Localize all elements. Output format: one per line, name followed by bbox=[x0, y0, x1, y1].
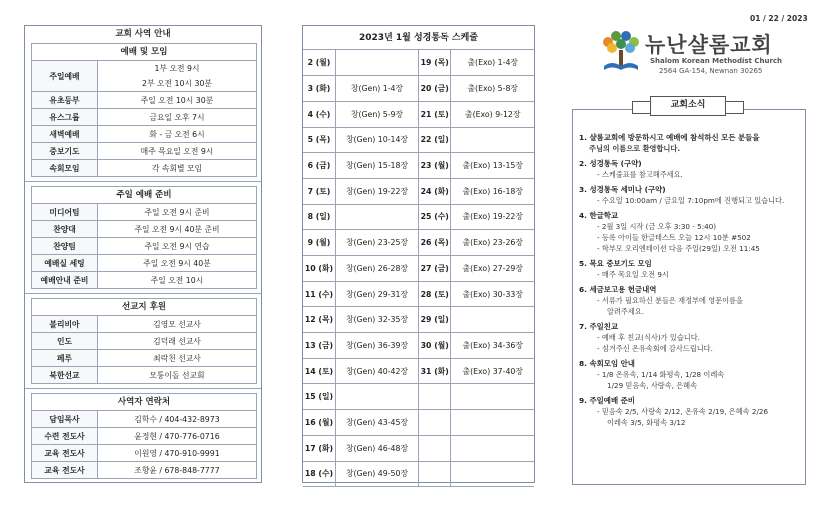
row-label: 예배실 세팅 bbox=[32, 255, 98, 272]
table-row bbox=[32, 316, 257, 333]
schedule-date: 16 (월) bbox=[303, 410, 335, 436]
schedule-reading: 출(Exo) 13-15장 bbox=[451, 153, 534, 179]
news-item bbox=[579, 210, 801, 254]
schedule-row bbox=[303, 435, 534, 461]
schedule-reading: 창(Gen) 36-39장 bbox=[335, 333, 418, 359]
schedule-row bbox=[303, 384, 534, 410]
schedule-row bbox=[303, 461, 534, 487]
news-item bbox=[579, 284, 801, 317]
prep-heading: 주일 예배 준비 bbox=[32, 187, 257, 204]
news-item bbox=[579, 184, 801, 206]
schedule-date: 4 (수) bbox=[303, 101, 335, 127]
schedule-reading: 출(Exo) 23-26장 bbox=[451, 230, 534, 256]
schedule-date: 8 (일) bbox=[303, 204, 335, 230]
schedule-reading: 창(Gen) 32-35장 bbox=[335, 307, 418, 333]
row-value-line: 주일 오전 10시 30분 bbox=[140, 95, 214, 105]
schedule-reading bbox=[335, 384, 418, 410]
schedule-date: 21 (토) bbox=[419, 101, 451, 127]
worship-table bbox=[31, 43, 257, 177]
schedule-date: 19 (목) bbox=[419, 50, 451, 76]
schedule-row bbox=[303, 76, 534, 102]
schedule-reading: 출(Exo) 34-36장 bbox=[451, 333, 534, 359]
staff-block bbox=[25, 393, 261, 479]
schedule-reading: 창(Gen) 1-4장 bbox=[335, 76, 418, 102]
row-value-line: 주일 오전 9시 연습 bbox=[144, 241, 210, 251]
row-value bbox=[98, 428, 257, 445]
mission-heading: 선교지 후원 bbox=[32, 299, 257, 316]
tree-logo-icon bbox=[598, 28, 644, 74]
schedule-table bbox=[303, 50, 534, 487]
news-item-title: 8. 속회모임 안내 bbox=[579, 359, 635, 368]
row-value bbox=[98, 445, 257, 462]
row-value-line: 1부 오전 9시 bbox=[154, 64, 200, 73]
worship-heading-row bbox=[32, 44, 257, 61]
news-item-line-cont: 알려주세요. bbox=[607, 307, 645, 316]
row-value bbox=[98, 411, 257, 428]
schedule-row bbox=[303, 307, 534, 333]
row-value-line: 각 속회별 모임 bbox=[151, 163, 203, 173]
schedule-date: 22 (일) bbox=[419, 127, 451, 153]
news-item-line-cont: 1/29 믿음속, 사랑속, 은혜속 bbox=[607, 381, 698, 390]
worship-block bbox=[25, 26, 261, 182]
schedule-date: 31 (화) bbox=[419, 358, 451, 384]
row-label: 찬양대 bbox=[32, 221, 98, 238]
table-row bbox=[32, 272, 257, 289]
row-value-line: 금요일 오후 7시 bbox=[149, 112, 205, 122]
schedule-date: 5 (목) bbox=[303, 127, 335, 153]
table-row bbox=[32, 462, 257, 479]
schedule-reading: 출(Exo) 37-40장 bbox=[451, 358, 534, 384]
row-value bbox=[98, 333, 257, 350]
schedule-date: 25 (수) bbox=[419, 204, 451, 230]
row-label: 주일예배 bbox=[32, 61, 98, 92]
row-value bbox=[98, 255, 257, 272]
schedule-row bbox=[303, 204, 534, 230]
table-row bbox=[32, 255, 257, 272]
table-row bbox=[32, 143, 257, 160]
schedule-date bbox=[419, 461, 451, 487]
news-item-title: 4. 한글학교 bbox=[579, 211, 619, 220]
row-label: 예배안내 준비 bbox=[32, 272, 98, 289]
row-value bbox=[98, 160, 257, 177]
row-label: 새벽예배 bbox=[32, 126, 98, 143]
staff-heading: 사역자 연락처 bbox=[32, 394, 257, 411]
news-item-title-cont: 주님의 이름으로 환영합니다. bbox=[589, 144, 681, 153]
schedule-date: 23 (월) bbox=[419, 153, 451, 179]
table-row bbox=[32, 204, 257, 221]
row-value bbox=[98, 367, 257, 384]
schedule-reading: 출(Exo) 9-12장 bbox=[451, 101, 534, 127]
row-label: 유초등부 bbox=[32, 92, 98, 109]
row-value-line: 김학수 / 404-432-8973 bbox=[134, 414, 220, 424]
ministry-guide-title: 교회 사역 안내 bbox=[115, 29, 171, 39]
row-value-line: 이원영 / 470-910-9991 bbox=[134, 448, 220, 458]
schedule-row bbox=[303, 50, 534, 76]
church-news-panel bbox=[572, 109, 806, 485]
mission-block bbox=[25, 298, 261, 389]
row-label: 교육 전도사 bbox=[32, 445, 98, 462]
schedule-date: 27 (금) bbox=[419, 256, 451, 282]
news-item-title: 3. 성경통독 세미나 (구약) bbox=[579, 185, 666, 194]
news-item bbox=[579, 258, 801, 280]
schedule-reading: 출(Exo) 16-18장 bbox=[451, 178, 534, 204]
news-item-line: - 등록 아이들 한글테스트 오늘 12시 10분 #502 bbox=[597, 233, 751, 242]
schedule-date: 29 (일) bbox=[419, 307, 451, 333]
table-row bbox=[32, 92, 257, 109]
news-list bbox=[579, 132, 801, 432]
row-value bbox=[98, 272, 257, 289]
schedule-row bbox=[303, 230, 534, 256]
news-item bbox=[579, 321, 801, 354]
news-item-title: 9. 주일예배 준비 bbox=[579, 396, 635, 405]
row-value-line: 모퉁이돌 선교회 bbox=[149, 370, 205, 380]
table-row bbox=[32, 350, 257, 367]
table-row bbox=[32, 333, 257, 350]
schedule-date: 2 (월) bbox=[303, 50, 335, 76]
schedule-date: 18 (수) bbox=[303, 461, 335, 487]
table-row bbox=[32, 428, 257, 445]
prep-block bbox=[25, 186, 261, 294]
church-english-name: Shalom Korean Methodist Church bbox=[650, 57, 783, 65]
table-row bbox=[32, 126, 257, 143]
news-item bbox=[579, 358, 801, 391]
table-row bbox=[32, 238, 257, 255]
schedule-row bbox=[303, 178, 534, 204]
schedule-reading: 창(Gen) 26-28장 bbox=[335, 256, 418, 282]
row-value bbox=[98, 221, 257, 238]
schedule-date bbox=[419, 435, 451, 461]
schedule-reading: 창(Gen) 40-42장 bbox=[335, 358, 418, 384]
news-item-title: 1. 샬롬교회에 방문하시고 예배에 참석하신 모든 분들을 bbox=[579, 133, 760, 142]
schedule-date: 17 (화) bbox=[303, 435, 335, 461]
row-value-line: 조향윤 / 678-848-7777 bbox=[134, 465, 220, 475]
news-item-line: - 섬겨주신 온유속회에 감사드립니다. bbox=[597, 344, 713, 353]
table-row bbox=[32, 411, 257, 428]
news-item-title: 5. 목요 중보기도 모임 bbox=[579, 259, 652, 268]
row-value bbox=[98, 92, 257, 109]
schedule-row bbox=[303, 101, 534, 127]
news-item-line: - 학부모 오리엔테이션 다음 주일(29일) 오전 11:45 bbox=[597, 244, 760, 253]
schedule-reading bbox=[451, 307, 534, 333]
schedule-date: 6 (금) bbox=[303, 153, 335, 179]
row-value-line: 주일 오전 9시 40분 bbox=[143, 258, 211, 268]
row-value-line: 화 - 금 오전 6시 bbox=[149, 129, 205, 139]
row-value bbox=[98, 126, 257, 143]
news-item bbox=[579, 395, 801, 428]
schedule-row bbox=[303, 333, 534, 359]
table-row bbox=[32, 367, 257, 384]
news-item-line: - 2월 3일 시작 (금 오후 3:30 - 5:40) bbox=[597, 222, 717, 231]
schedule-reading: 창(Gen) 19-22장 bbox=[335, 178, 418, 204]
row-value bbox=[98, 350, 257, 367]
news-item-line: - 예배 후 친교(식사)가 있습니다. bbox=[597, 333, 700, 342]
schedule-reading bbox=[335, 50, 418, 76]
row-label: 찬양팀 bbox=[32, 238, 98, 255]
schedule-reading: 출(Exo) 19-22장 bbox=[451, 204, 534, 230]
schedule-date: 10 (화) bbox=[303, 256, 335, 282]
staff-heading-row bbox=[32, 394, 257, 411]
table-row bbox=[32, 61, 257, 92]
schedule-reading bbox=[451, 435, 534, 461]
row-value bbox=[98, 109, 257, 126]
news-item-title: 6. 세금보고용 헌금내역 bbox=[579, 285, 657, 294]
schedule-date: 14 (토) bbox=[303, 358, 335, 384]
table-row bbox=[32, 109, 257, 126]
bulletin-date: 01 / 22 / 2023 bbox=[750, 14, 808, 23]
row-value-line: 주일 오전 10시 bbox=[150, 275, 204, 285]
news-item-line: - 수요일 10:00am / 금요일 7:10pm에 진행되고 있습니다. bbox=[597, 196, 785, 205]
news-banner bbox=[632, 95, 744, 117]
table-row bbox=[32, 221, 257, 238]
row-value-line: 최락천 선교사 bbox=[153, 353, 201, 363]
news-item-line: - 스케줄표를 참고해주세요. bbox=[597, 170, 683, 179]
schedule-reading: 창(Gen) 5-9장 bbox=[335, 101, 418, 127]
schedule-reading: 출(Exo) 30-33장 bbox=[451, 281, 534, 307]
news-item-line-cont: 이레속 3/5, 화평속 3/12 bbox=[607, 418, 686, 427]
row-value bbox=[98, 238, 257, 255]
row-value-line: 김덕래 선교사 bbox=[153, 336, 201, 346]
news-item bbox=[579, 158, 801, 180]
schedule-date: 30 (월) bbox=[419, 333, 451, 359]
schedule-reading: 창(Gen) 23-25장 bbox=[335, 230, 418, 256]
schedule-row bbox=[303, 358, 534, 384]
prep-table bbox=[31, 186, 257, 289]
schedule-date: 24 (화) bbox=[419, 178, 451, 204]
news-item bbox=[579, 132, 801, 154]
row-value-line: 주일 오전 9시 준비 bbox=[144, 207, 210, 217]
staff-table bbox=[31, 393, 257, 479]
row-label: 인도 bbox=[32, 333, 98, 350]
news-item-line: - 1/8 온유속, 1/14 화평속, 1/28 이레속 bbox=[597, 370, 725, 379]
row-label: 유스그룹 bbox=[32, 109, 98, 126]
schedule-reading: 창(Gen) 29-31장 bbox=[335, 281, 418, 307]
row-value bbox=[98, 61, 257, 92]
row-label: 북한선교 bbox=[32, 367, 98, 384]
schedule-row bbox=[303, 410, 534, 436]
news-item-line: - 서류가 필요하신 분들은 재정부에 영문이름을 bbox=[597, 296, 743, 305]
schedule-date: 28 (토) bbox=[419, 281, 451, 307]
schedule-date: 13 (금) bbox=[303, 333, 335, 359]
row-label: 중보기도 bbox=[32, 143, 98, 160]
row-label: 볼리비아 bbox=[32, 316, 98, 333]
row-value-line: 김영모 선교사 bbox=[153, 319, 201, 329]
schedule-reading bbox=[451, 461, 534, 487]
prep-heading-row bbox=[32, 187, 257, 204]
news-item-line: - 매주 목요일 오전 9시 bbox=[597, 270, 669, 279]
schedule-reading: 창(Gen) 49-50장 bbox=[335, 461, 418, 487]
schedule-date: 3 (화) bbox=[303, 76, 335, 102]
schedule-date bbox=[419, 384, 451, 410]
worship-heading: 예배 및 모임 bbox=[32, 44, 257, 61]
schedule-reading: 출(Exo) 5-8장 bbox=[451, 76, 534, 102]
church-logo bbox=[598, 26, 808, 78]
schedule-reading bbox=[451, 384, 534, 410]
church-address: 2564 GA-154, Newnan 30265 bbox=[659, 67, 763, 75]
schedule-date: 26 (목) bbox=[419, 230, 451, 256]
schedule-date: 12 (목) bbox=[303, 307, 335, 333]
row-value bbox=[98, 204, 257, 221]
news-item-title: 2. 성경통독 (구약) bbox=[579, 159, 642, 168]
row-label: 교육 전도사 bbox=[32, 462, 98, 479]
schedule-reading: 출(Exo) 27-29장 bbox=[451, 256, 534, 282]
row-value-line: 매주 목요일 오전 9시 bbox=[140, 146, 214, 156]
schedule-date: 20 (금) bbox=[419, 76, 451, 102]
schedule-reading: 창(Gen) 10-14장 bbox=[335, 127, 418, 153]
mission-heading-row bbox=[32, 299, 257, 316]
row-label: 담임목사 bbox=[32, 411, 98, 428]
row-value bbox=[98, 316, 257, 333]
row-label: 속회모임 bbox=[32, 160, 98, 177]
news-title: 교회소식 bbox=[650, 96, 726, 116]
schedule-date: 7 (토) bbox=[303, 178, 335, 204]
church-name: 뉴난샬롬교회 bbox=[645, 33, 773, 57]
row-value-line: 윤정현 / 470-776-0716 bbox=[134, 431, 220, 441]
mission-table bbox=[31, 298, 257, 384]
row-label: 미디어팀 bbox=[32, 204, 98, 221]
schedule-reading bbox=[451, 127, 534, 153]
news-item-title: 7. 주일친교 bbox=[579, 322, 619, 331]
schedule-reading: 창(Gen) 46-48장 bbox=[335, 435, 418, 461]
ministry-guide-panel bbox=[24, 25, 262, 483]
bible-schedule-panel bbox=[302, 25, 535, 483]
schedule-reading bbox=[451, 410, 534, 436]
schedule-date: 11 (수) bbox=[303, 281, 335, 307]
schedule-date: 15 (일) bbox=[303, 384, 335, 410]
schedule-row bbox=[303, 127, 534, 153]
row-value bbox=[98, 143, 257, 160]
row-label: 수련 전도사 bbox=[32, 428, 98, 445]
news-item-line: - 믿음속 2/5, 사랑속 2/12, 온유속 2/19, 은혜속 2/26 bbox=[597, 407, 769, 416]
schedule-reading bbox=[335, 204, 418, 230]
table-row bbox=[32, 445, 257, 462]
schedule-row bbox=[303, 256, 534, 282]
schedule-row bbox=[303, 281, 534, 307]
table-row bbox=[32, 160, 257, 177]
row-value-line: 2부 오전 10시 30분 bbox=[142, 79, 212, 88]
row-value-line: 주일 오전 9시 40분 준비 bbox=[134, 224, 220, 234]
schedule-date bbox=[419, 410, 451, 436]
row-value bbox=[98, 462, 257, 479]
schedule-reading: 출(Exo) 1-4장 bbox=[451, 50, 534, 76]
schedule-reading: 창(Gen) 15-18장 bbox=[335, 153, 418, 179]
schedule-date: 9 (월) bbox=[303, 230, 335, 256]
schedule-row bbox=[303, 153, 534, 179]
row-label: 페루 bbox=[32, 350, 98, 367]
schedule-reading: 창(Gen) 43-45장 bbox=[335, 410, 418, 436]
schedule-title: 2023년 1월 성경통독 스케줄 bbox=[303, 26, 534, 50]
